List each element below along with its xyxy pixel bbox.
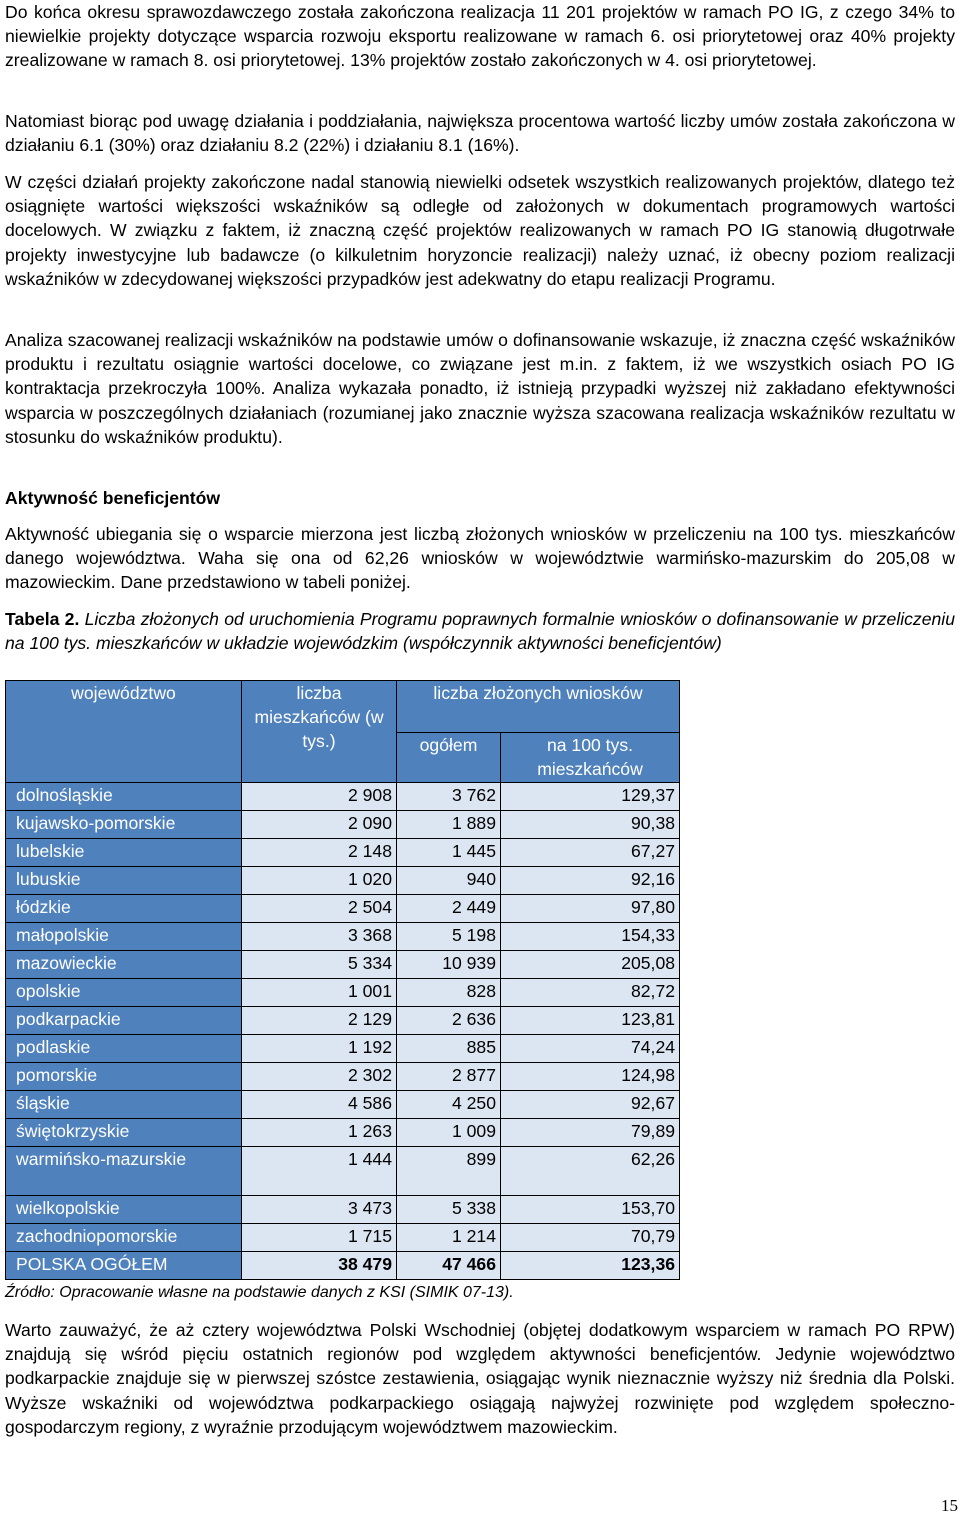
paragraph-completed-projects: Do końca okresu sprawozdawczego została zakończona realizacja 11 201 projektów w ramach PO IG, z czego 34% to niewielkie projekty dotyczące wsparcia rozwoju eksportu realizowane w ramach 6. osi priorytetowej oraz 40% projekty zrealizowane w ramach 8. osi priorytetowej. 13% projektów zostało zakończonych w 4. osi priorytetowej.: [5, 2, 955, 71]
section-heading: Aktywność beneficjentów: [5, 488, 221, 508]
population-cell: 2 302: [242, 1063, 397, 1091]
table-body: [6, 783, 680, 1280]
population-cell: 2 908: [242, 783, 397, 811]
table-total-row: [6, 1252, 680, 1280]
per100k-cell: 123,81: [501, 1007, 680, 1035]
paragraph-indicator-status: W części działań projekty zakończone nadal stanowią niewielki odsetek wszystkich realizowanych projektów, dlatego też osiągnięte wartości większości wskaźników są odległe od założonych w dokumentach programowych wartości docelowych. W związku z faktem, iż znaczną część projektów realizowanych w ramach PO IG stanowią długotrwałe projekty inwestycyjne lub badawcze (o kilkuletnim horyzoncie realizacji) należy uznać, iż obecny poziom realizacji wskaźników w zdecydowanej większości przypadków jest adekwatny do etapu realizacji Programu.: [5, 172, 955, 289]
table-row: [6, 1119, 680, 1147]
applications-total-cell: 1 214: [397, 1224, 501, 1252]
table-row: [6, 783, 680, 811]
table-row: [6, 811, 680, 839]
per100k-cell: 123,36: [501, 1252, 680, 1280]
applications-total-cell: 2 449: [397, 895, 501, 923]
per100k-cell: 153,70: [501, 1196, 680, 1224]
population-cell: 2 148: [242, 839, 397, 867]
population-cell: 5 334: [242, 951, 397, 979]
population-cell: 3 368: [242, 923, 397, 951]
table-caption-label: Tabela 2.: [5, 609, 80, 629]
applications-total-cell: 4 250: [397, 1091, 501, 1119]
per100k-cell: 62,26: [501, 1147, 680, 1196]
population-cell: 1 444: [242, 1147, 397, 1196]
per100k-cell: 90,38: [501, 811, 680, 839]
applications-total-cell: 5 338: [397, 1196, 501, 1224]
per100k-cell: 79,89: [501, 1119, 680, 1147]
population-cell: 1 715: [242, 1224, 397, 1252]
applications-total-cell: 1 445: [397, 839, 501, 867]
table-row: [6, 951, 680, 979]
per100k-cell: 82,72: [501, 979, 680, 1007]
region-cell: podlaskie: [6, 1035, 242, 1063]
header-applications: liczba złożonych wniosków: [397, 681, 680, 733]
table-row: [6, 1196, 680, 1224]
applications-total-cell: 1 009: [397, 1119, 501, 1147]
applications-total-cell: 5 198: [397, 923, 501, 951]
table-caption: [5, 607, 955, 655]
table-row: [6, 1035, 680, 1063]
paragraph-indicator-analysis: Analiza szacowanej realizacji wskaźników na podstawie umów o dofinansowanie wskazuje, iż znaczna część wskaźników produktu i rezultatu osiągnie wartości docelowe, co związane jest m.in. z faktem, iż we wszystkich osiach PO IG kontraktacja przekroczyła 100%. Analiza wykazała ponadto, iż istnieją przypadki wyższej niż zakładano efektywności wsparcia w poszczególnych działaniach (rozumianej jako znacznie wyższa szacowana realizacja wskaźników rezultatu w stosunku do wskaźników produktu).: [5, 330, 955, 447]
applications-total-cell: 2 877: [397, 1063, 501, 1091]
applications-total-cell: 899: [397, 1147, 501, 1196]
table-row: [6, 923, 680, 951]
table-row: [6, 1147, 680, 1196]
region-cell: lubuskie: [6, 867, 242, 895]
page-number: 15: [941, 1496, 958, 1515]
population-cell: 2 504: [242, 895, 397, 923]
population-cell: 2 129: [242, 1007, 397, 1035]
region-cell: zachodniopomorskie: [6, 1224, 242, 1252]
table-row: [6, 979, 680, 1007]
paragraph-beneficiary-activity: Aktywność ubiegania się o wsparcie mierzona jest liczbą złożonych wniosków w przeliczeniu na 100 tys. mieszkańców danego województwa. Waha się ona od 62,26 wniosków w województwie warmińsko-mazurskim do 205,08 w mazowieckim. Dane przedstawiono w tabeli poniżej.: [5, 524, 955, 593]
per100k-cell: 154,33: [501, 923, 680, 951]
paragraph-eastern-poland: Warto zauważyć, że aż cztery województwa Polski Wschodniej (objętej dodatkowym wsparciem w ramach PO RPW) znajdują się wśród pięciu ostatnich regionów pod względem aktywności beneficjentów. Jedynie województwo podkarpackie znajduje się w pierwszej szóstce zestawienia, osiągając wynik nieznacznie wyższy niż średnia dla Polski. Wyższe wskaźniki od województwa podkarpackiego osiągają najwyżej rozwinięte pod względem społeczno-gospodarczym regiony, z wyraźnie przodującym województwem mazowieckim.: [5, 1320, 955, 1437]
region-cell: świętokrzyskie: [6, 1119, 242, 1147]
applications-total-cell: 2 636: [397, 1007, 501, 1035]
region-cell: lubelskie: [6, 839, 242, 867]
region-cell: opolskie: [6, 979, 242, 1007]
region-cell: kujawsko-pomorskie: [6, 811, 242, 839]
region-cell: POLSKA OGÓŁEM: [6, 1252, 242, 1280]
applications-total-cell: 10 939: [397, 951, 501, 979]
table-caption-title: Liczba złożonych od uruchomienia Programu poprawnych formalnie wniosków o dofinansowanie w przeliczeniu na 100 tys. mieszkańców w układzie wojewódzkim (współczynnik aktywności beneficjentów): [5, 609, 955, 654]
per100k-cell: 92,67: [501, 1091, 680, 1119]
table-row: [6, 1063, 680, 1091]
region-cell: łódzkie: [6, 895, 242, 923]
region-cell: małopolskie: [6, 923, 242, 951]
population-cell: 3 473: [242, 1196, 397, 1224]
per100k-cell: 124,98: [501, 1063, 680, 1091]
applications-total-cell: 940: [397, 867, 501, 895]
table-row: [6, 867, 680, 895]
population-cell: 2 090: [242, 811, 397, 839]
population-cell: 1 020: [242, 867, 397, 895]
header-per100k: na 100 tys. mieszkańców: [501, 733, 680, 783]
header-population: liczba mieszkańców (w tys.): [242, 681, 397, 783]
per100k-cell: 67,27: [501, 839, 680, 867]
per100k-cell: 129,37: [501, 783, 680, 811]
per100k-cell: 205,08: [501, 951, 680, 979]
table-row: [6, 1007, 680, 1035]
population-cell: 4 586: [242, 1091, 397, 1119]
applications-total-cell: 885: [397, 1035, 501, 1063]
region-cell: dolnośląskie: [6, 783, 242, 811]
applications-table: [5, 680, 680, 1280]
region-cell: podkarpackie: [6, 1007, 242, 1035]
paragraph-actions-share: Natomiast biorąc pod uwagę działania i poddziałania, największa procentowa wartość liczby umów została zakończona w działaniu 6.1 (30%) oraz działaniu 8.2 (22%) i działaniu 8.1 (16%).: [5, 111, 955, 156]
region-cell: pomorskie: [6, 1063, 242, 1091]
region-cell: śląskie: [6, 1091, 242, 1119]
applications-total-cell: 1 889: [397, 811, 501, 839]
table-source: Źródło: Opracowanie własne na podstawie danych z KSI (SIMIK 07-13).: [5, 1284, 514, 1301]
region-cell: wielkopolskie: [6, 1196, 242, 1224]
population-cell: 1 001: [242, 979, 397, 1007]
header-total: ogółem: [397, 733, 501, 783]
population-cell: 38 479: [242, 1252, 397, 1280]
population-cell: 1 192: [242, 1035, 397, 1063]
region-cell: warmińsko-mazurskie: [6, 1147, 242, 1196]
applications-total-cell: 47 466: [397, 1252, 501, 1280]
per100k-cell: 97,80: [501, 895, 680, 923]
header-region: województwo: [6, 681, 242, 783]
per100k-cell: 70,79: [501, 1224, 680, 1252]
per100k-cell: 74,24: [501, 1035, 680, 1063]
table-row: [6, 895, 680, 923]
applications-total-cell: 828: [397, 979, 501, 1007]
region-cell: mazowieckie: [6, 951, 242, 979]
applications-total-cell: 3 762: [397, 783, 501, 811]
table-row: [6, 839, 680, 867]
per100k-cell: 92,16: [501, 867, 680, 895]
table-row: [6, 1091, 680, 1119]
population-cell: 1 263: [242, 1119, 397, 1147]
table-row: [6, 1224, 680, 1252]
